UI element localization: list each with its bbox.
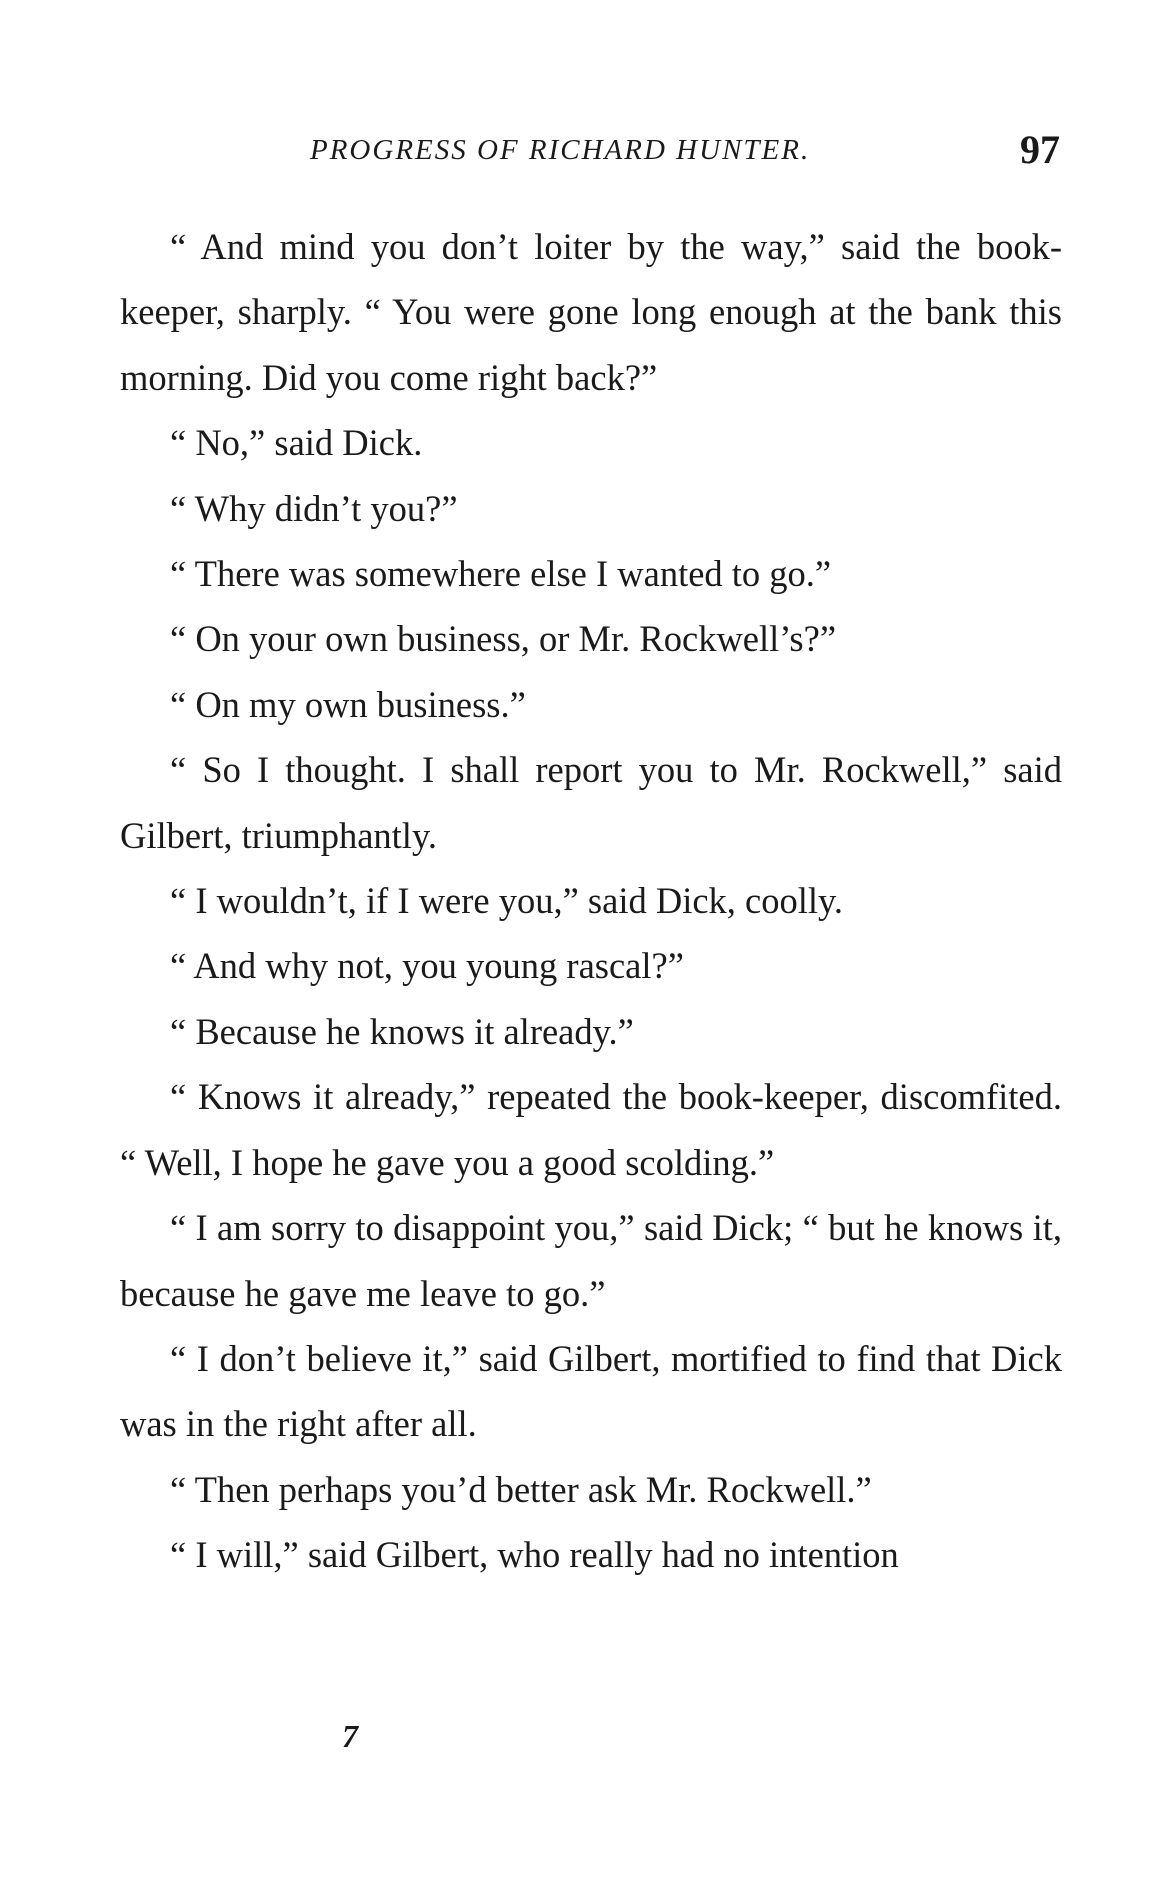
paragraph: “ And why not, you young rascal?” (170, 945, 684, 987)
paragraph: “ Because he knows it already.” (170, 1010, 634, 1052)
page-number: 97 (1020, 127, 1060, 172)
body-text (120, 214, 1062, 1588)
running-title: PROGRESS OF RICHARD HUNTER. (310, 134, 811, 166)
paragraph: “ Knows it already,” repeated the book-keeper, discomfited. “ Well, I hope he gave you a good scolding.” (120, 1076, 1062, 1183)
paragraph: “ There was somewhere else I wanted to go.” (170, 553, 832, 595)
paragraph: “ Why didn’t you?” (170, 487, 458, 529)
paragraph: “ I am sorry to disappoint you,” said Dick; “ but he knows it, because he gave me leave to go.” (120, 1207, 1062, 1314)
paragraph: “ So I thought. I shall report you to Mr. Rockwell,” said Gilbert, triumphantly. (120, 749, 1062, 856)
signature-mark: 7 (342, 1718, 358, 1754)
paragraph: “ On my own business.” (170, 683, 526, 725)
paragraph: “ I will,” said Gilbert, who really had no intention (170, 1534, 899, 1576)
paragraph: “ I don’t believe it,” said Gilbert, mortified to find that Dick was in the right after all. (120, 1337, 1062, 1445)
paragraph: “ Then perhaps you’d better ask Mr. Rockwell.” (170, 1468, 872, 1510)
paragraph: “ On your own business, or Mr. Rockwell’s?” (170, 618, 837, 660)
paragraph: “ And mind you don’t loiter by the way,” said the book-keeper, sharply. “ You were gone long enough at the bank this morning. Did you come right back?” (120, 226, 1062, 398)
paragraph: “ I wouldn’t, if I were you,” said Dick, coolly. (170, 880, 844, 922)
paragraph: “ No,” said Dick. (170, 422, 423, 464)
running-head (300, 127, 1060, 176)
